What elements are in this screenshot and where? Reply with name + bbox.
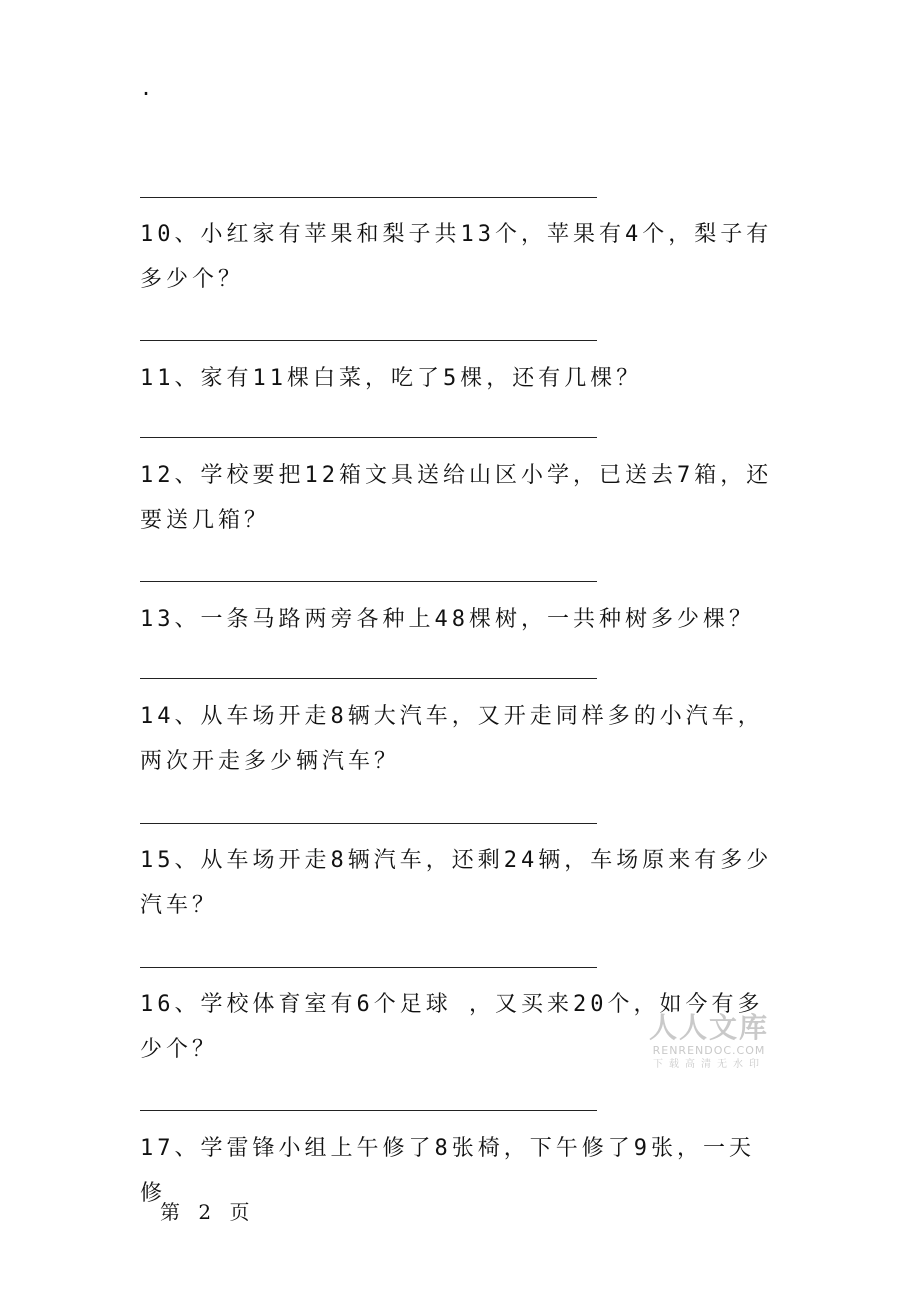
answer-line (140, 340, 597, 341)
answer-line (140, 581, 597, 582)
page-footer: 第 2 页 (160, 1200, 256, 1224)
answer-line (140, 437, 597, 438)
question-17: 17、学雷锋小组上午修了8张椅，下午修了9张，一天修 (140, 1136, 755, 1206)
question-12: 12、学校要把12箱文具送给山区小学，已送去7箱，还要送几箱？ (140, 463, 773, 533)
answer-line (140, 823, 597, 824)
answer-line (140, 967, 597, 968)
question-14: 14、从车场开走8辆大汽车，又开走同样多的小汽车，两次开走多少辆汽车？ (140, 704, 764, 774)
question-11: 11、家有11棵白菜，吃了5棵，还有几棵？ (140, 366, 643, 391)
question-15: 15、从车场开走8辆汽车，还剩24辆，车场原来有多少汽车？ (140, 848, 773, 918)
answer-line (140, 1110, 597, 1111)
watermark-subtitle: 下载高清无水印 (653, 1059, 765, 1070)
question-10: 10、小红家有苹果和梨子共13个，苹果有4个，梨子有多少个？ (140, 222, 773, 292)
question-13: 13、一条马路两旁各种上48棵树，一共种树多少棵？ (140, 607, 755, 632)
answer-line (140, 197, 597, 198)
watermark (646, 1012, 772, 1072)
watermark-title: 人人文库 (648, 1011, 769, 1044)
watermark-url: RENRENDOC.COM (652, 1044, 766, 1057)
page-dot: . (140, 76, 153, 100)
answer-line (140, 678, 597, 679)
question-16: 16、学校体育室有6个足球 ，又买来20个，如今有多少个？ (140, 992, 764, 1062)
